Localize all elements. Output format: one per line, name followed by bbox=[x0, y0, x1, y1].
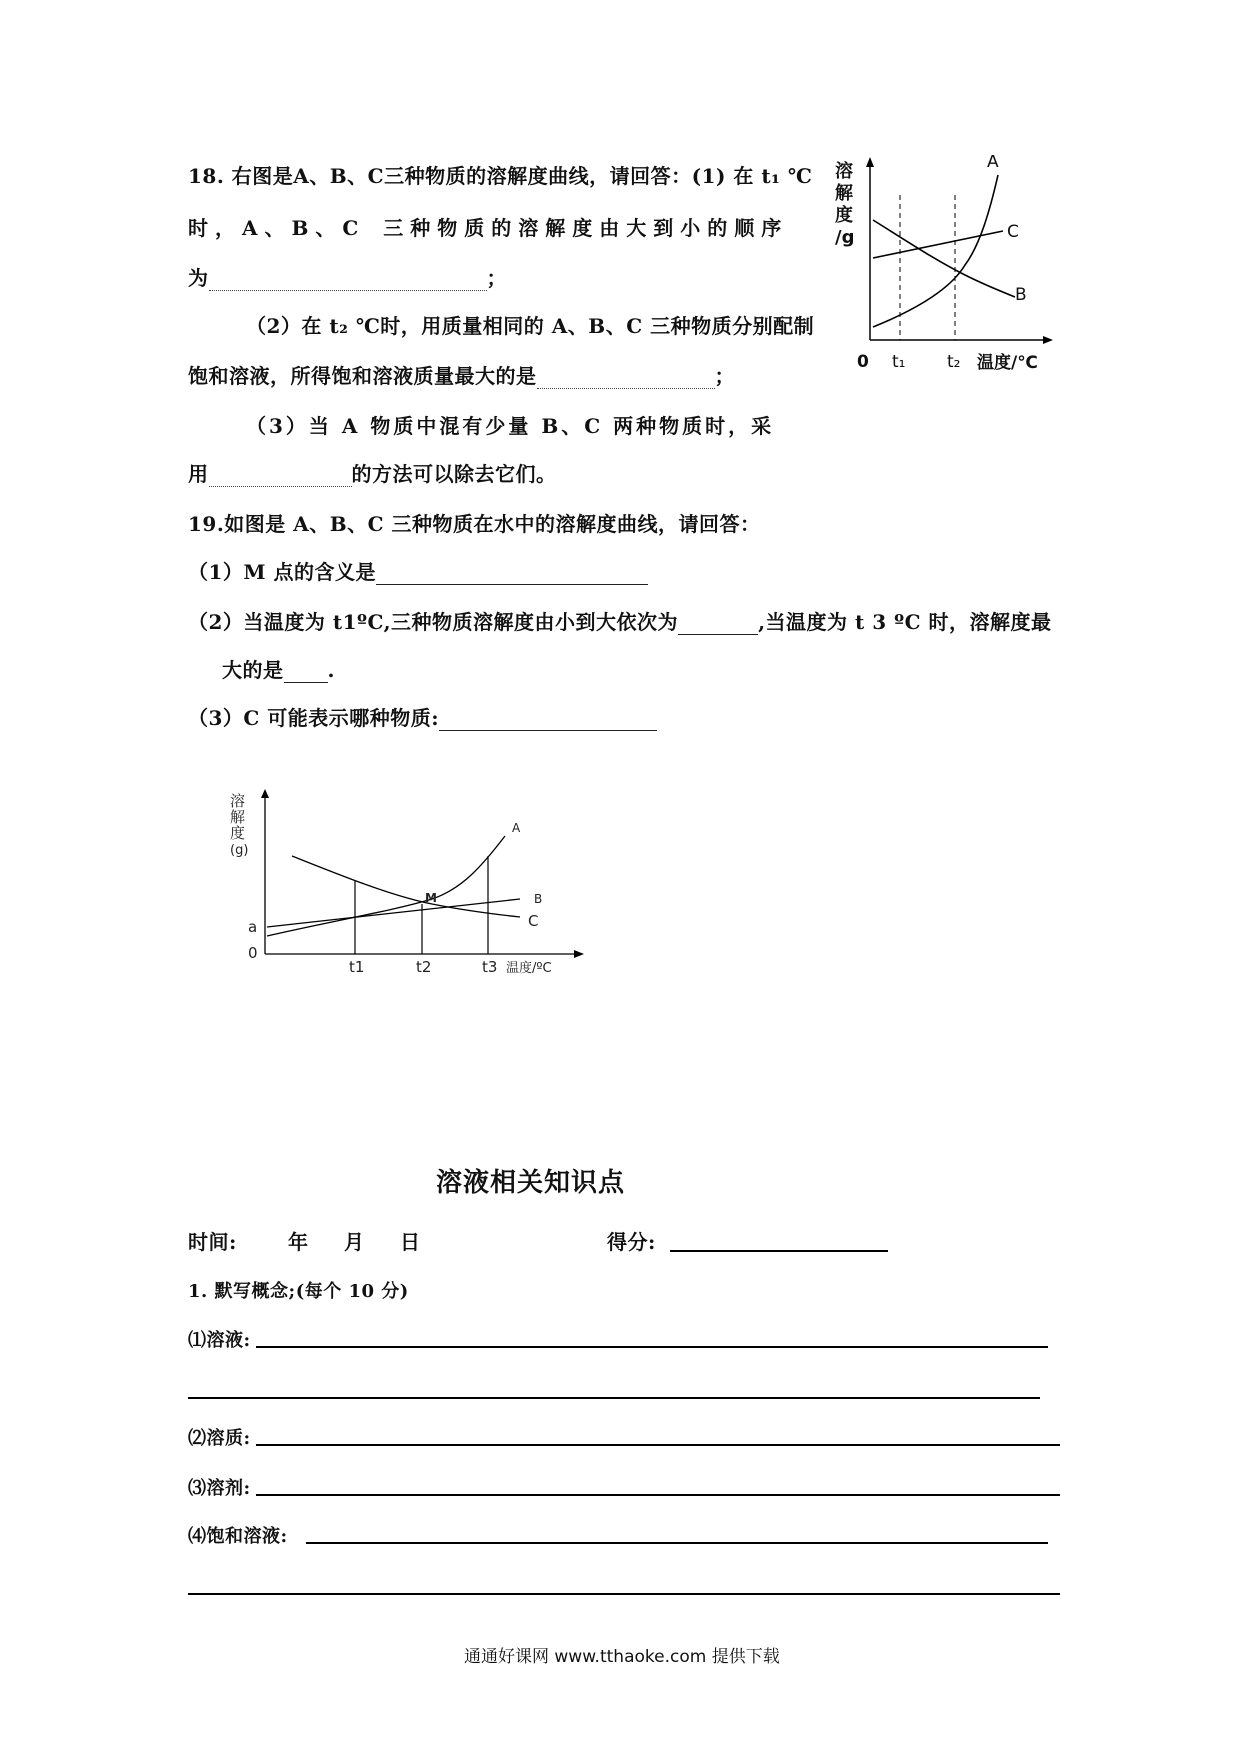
chart19-origin: 0 bbox=[248, 944, 258, 962]
day-label: 日 bbox=[400, 1230, 421, 1254]
chart18-series-b-label: B bbox=[1015, 285, 1027, 305]
item-solute-line[interactable] bbox=[256, 1444, 1060, 1446]
q18-line3-prefix: 为 bbox=[188, 266, 209, 290]
chart18-series-c-label: C bbox=[1007, 222, 1019, 242]
chart19-curve-c bbox=[292, 856, 520, 917]
q18-line2: 时，A、B、C 三种物质的溶解度由大到小的顺序 bbox=[188, 216, 789, 240]
footer-credit: 通通好课网 www.tthaoke.com 提供下载 bbox=[464, 1647, 780, 1667]
q18-line5 bbox=[188, 360, 735, 389]
q18-line5-prefix: 饱和溶液，所得饱和溶液质量最大的是 bbox=[188, 364, 537, 388]
chart19-series-a-label: A bbox=[512, 821, 521, 835]
chart18-series-a-label: A bbox=[987, 155, 999, 172]
chart18-curve-b bbox=[873, 220, 1015, 297]
chart18-ylabel-2: 解 bbox=[835, 183, 853, 204]
q19-part3-prefix: （3）C 可能表示哪种物质: bbox=[188, 706, 440, 730]
time-label: 时间: bbox=[188, 1230, 237, 1254]
chart19-tick-t3: t3 bbox=[482, 958, 498, 976]
chart18-y-arrow bbox=[866, 157, 874, 167]
chart18-x-arrow bbox=[1043, 336, 1053, 344]
chart19-ylabel-2: 解 bbox=[230, 808, 246, 826]
chart19-series-c-label: C bbox=[528, 912, 539, 930]
item-solution-label: ⑴溶液: bbox=[188, 1330, 251, 1351]
q19-answer-1[interactable] bbox=[376, 562, 648, 585]
q18-line7-prefix: 用 bbox=[188, 462, 209, 486]
task-heading: 1. 默写概念;(每个 10 分) bbox=[188, 1281, 409, 1302]
item-solute-label: ⑵溶质: bbox=[188, 1428, 251, 1449]
item-solvent-line[interactable] bbox=[256, 1494, 1060, 1496]
q18-line4: （2）在 t₂ ℃时，用质量相同的 A、B、C 三种物质分别配制 bbox=[246, 314, 815, 338]
q19-part1-prefix: （1）M 点的含义是 bbox=[188, 560, 377, 584]
score-label: 得分: bbox=[607, 1230, 656, 1254]
chart18-curve-a bbox=[873, 175, 998, 327]
q19-part2-line2 bbox=[222, 654, 335, 683]
q19-answer-3[interactable] bbox=[284, 660, 328, 683]
chart19-a-label: a bbox=[248, 918, 258, 936]
q19-part2-line2-suffix: . bbox=[327, 658, 335, 682]
q18-line1: 18. 右图是A、B、C三种物质的溶解度曲线，请回答：(1) 在 t₁ ℃ bbox=[188, 164, 813, 188]
item-saturated-line-1[interactable] bbox=[306, 1542, 1048, 1544]
chart19-xlabel: 温度/ºC bbox=[506, 961, 552, 976]
q19-part2-line2-prefix: 大的是 bbox=[222, 658, 284, 682]
q18-line3-suffix: ； bbox=[486, 266, 507, 290]
q18-line5-suffix: ； bbox=[714, 364, 735, 388]
chart19-y-arrow bbox=[261, 789, 269, 798]
chart19-x-arrow bbox=[574, 950, 584, 958]
q18-answer-3[interactable] bbox=[209, 464, 352, 487]
chart18-origin: 0 bbox=[857, 352, 869, 372]
year-label: 年 bbox=[288, 1230, 309, 1254]
q18-line7-suffix: 的方法可以除去它们。 bbox=[351, 462, 557, 486]
chart18-ylabel-3: 度 bbox=[835, 205, 853, 226]
solubility-chart-18 bbox=[835, 155, 1065, 385]
q19-part2-prefix: （2）当温度为 t1ºC,三种物质溶解度由小到大依次为 bbox=[188, 610, 679, 634]
chart19-ylabel-unit: (g) bbox=[230, 843, 249, 858]
score-line[interactable] bbox=[670, 1250, 888, 1252]
chart19-tick-t1: t1 bbox=[349, 958, 365, 976]
item-saturated-label: ⑷饱和溶液: bbox=[188, 1526, 288, 1547]
q19-answer-4[interactable] bbox=[439, 708, 657, 731]
q18-line6: （3）当 A 物质中混有少量 B、C 两种物质时，采 bbox=[246, 414, 775, 438]
chart18-ylabel-1: 溶 bbox=[835, 161, 853, 182]
chart19-ylabel-1: 溶 bbox=[230, 792, 246, 810]
section-title: 溶液相关知识点 bbox=[436, 1168, 626, 1198]
solubility-chart-19 bbox=[222, 786, 602, 986]
q18-line3 bbox=[188, 262, 507, 291]
chart19-curve-a bbox=[267, 836, 505, 936]
item-solvent-label: ⑶溶剂: bbox=[188, 1478, 251, 1499]
item-solution-line-2[interactable] bbox=[188, 1397, 1040, 1399]
chart19-series-b-label: B bbox=[534, 892, 543, 906]
chart19-point-m: M bbox=[425, 891, 437, 905]
item-solution-line-1[interactable] bbox=[256, 1346, 1048, 1348]
q19-part2-mid: ,当温度为 t 3 ºC 时，溶解度最 bbox=[758, 610, 1052, 634]
q19-answer-2[interactable] bbox=[678, 612, 758, 635]
chart18-xlabel: 温度/℃ bbox=[977, 353, 1038, 373]
q19-line1: 19.如图是 A、B、C 三种物质在水中的溶解度曲线，请回答： bbox=[188, 512, 761, 536]
month-label: 月 bbox=[344, 1230, 365, 1254]
q19-part2 bbox=[188, 606, 1051, 635]
item-saturated-line-2[interactable] bbox=[188, 1593, 1060, 1595]
chart18-tick-t1: t₁ bbox=[892, 352, 906, 372]
chart19-tick-t2: t2 bbox=[416, 958, 432, 976]
chart18-tick-t2: t₂ bbox=[947, 352, 961, 372]
q19-part3 bbox=[188, 702, 657, 731]
chart18-ylabel-4: /g bbox=[835, 227, 855, 248]
q18-answer-1[interactable] bbox=[209, 268, 487, 291]
chart19-ylabel-3: 度 bbox=[230, 824, 246, 842]
q18-line7 bbox=[188, 458, 557, 487]
q18-answer-2[interactable] bbox=[537, 366, 715, 389]
q19-part1 bbox=[188, 556, 648, 585]
chart18-curve-c bbox=[873, 231, 1003, 258]
